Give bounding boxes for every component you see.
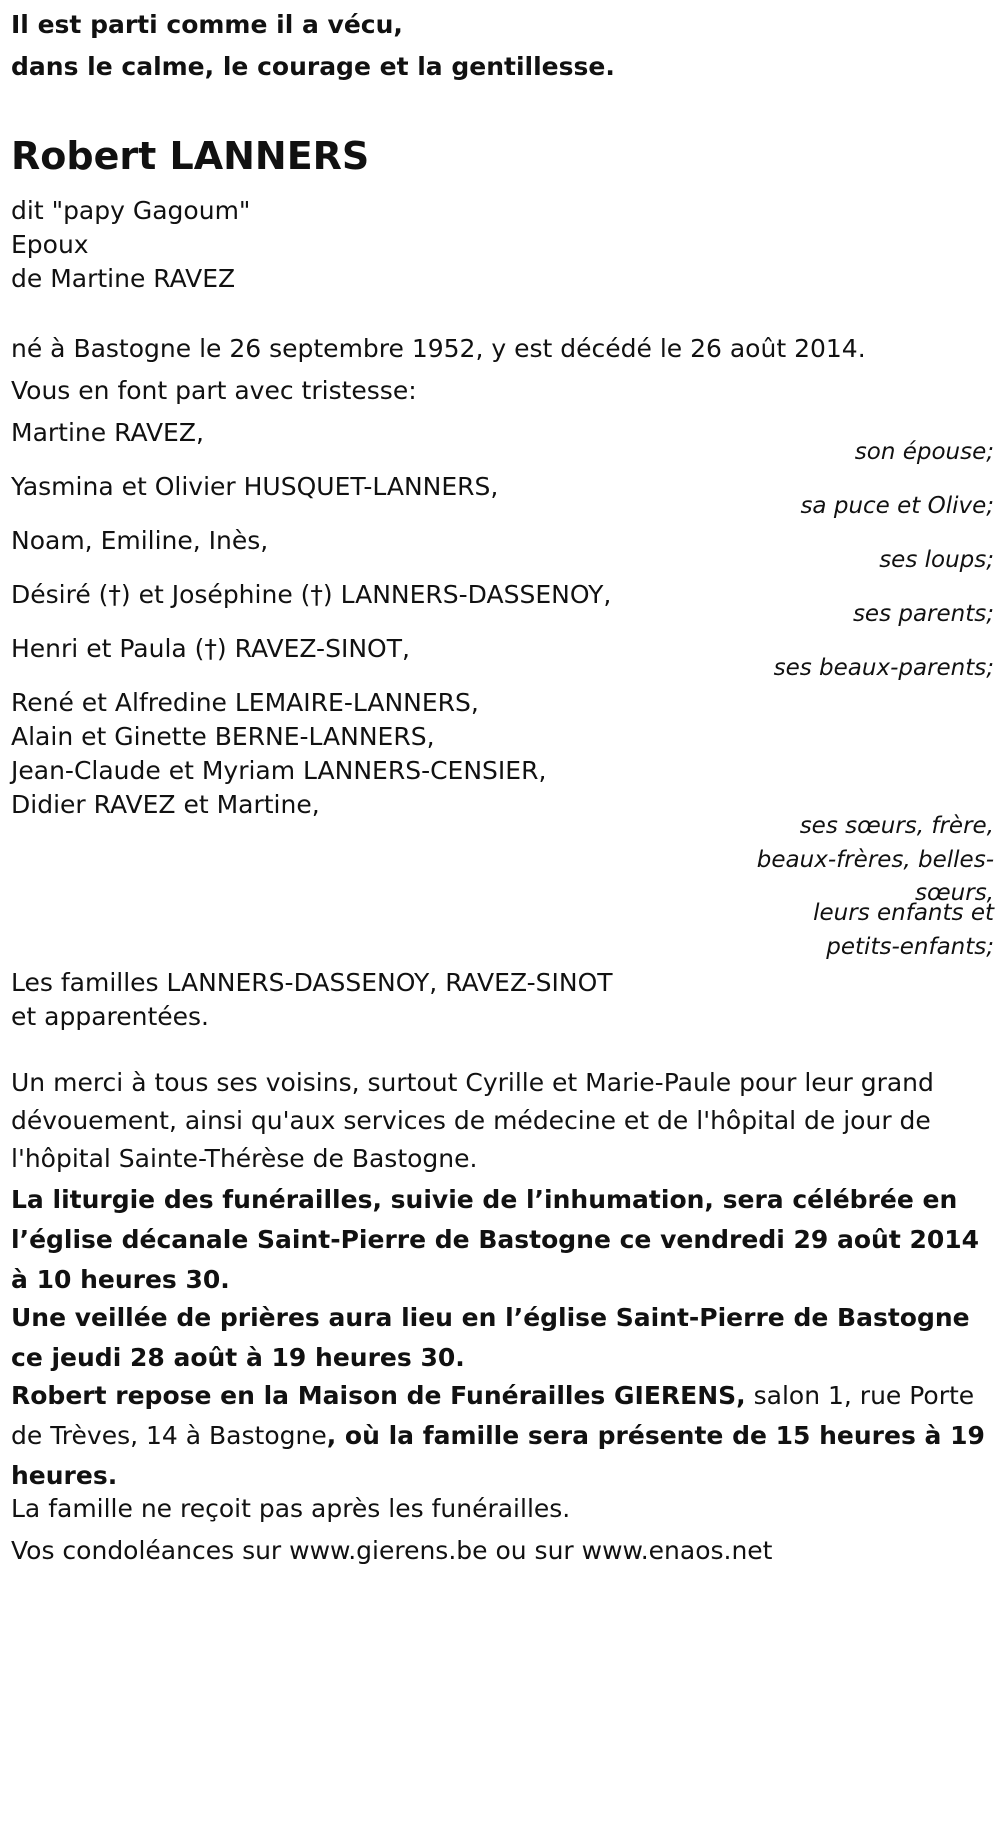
siblings-name-2: Alain et Ginette BERNE-LANNERS, [11, 722, 435, 751]
siblings-name-1: René et Alfredine LEMAIRE-LANNERS, [11, 688, 479, 717]
family-relation-4: ses parents; [852, 601, 994, 627]
siblings-relation-1: ses sœurs, frère, [799, 813, 994, 839]
spouse-title: Epoux [11, 230, 89, 259]
family-name-4: Désiré (†) et Joséphine (†) LANNERS-DASSENOY, [11, 580, 612, 609]
family-name-3: Noam, Emiline, Inès, [11, 526, 269, 555]
families-line-1: Les familles LANNERS-DASSENOY, RAVEZ-SINOT [11, 968, 613, 997]
vigil-paragraph: Une veillée de prières aura lieu en l’église Saint-Pierre de Bastogne ce jeudi 28 août à 19 heures 30. [11, 1303, 970, 1372]
family-relation-3: ses loups; [879, 547, 994, 573]
motto-line-1: Il est parti comme il a vécu, [11, 10, 403, 39]
siblings-relation-5: petits-enfants; [826, 934, 994, 960]
rest-paragraph [11, 1376, 986, 1496]
family-name-2: Yasmina et Olivier HUSQUET-LANNERS, [11, 472, 499, 501]
families-line-2: et apparentées. [11, 1002, 209, 1031]
funeral-paragraph: La liturgie des funérailles, suivie de l’inhumation, sera célébrée en l’église décanale Saint-Pierre de Bastogne ce vendredi 29 août 2014 à 10 heures 30. [11, 1185, 980, 1294]
family-name-5: Henri et Paula (†) RAVEZ-SINOT, [11, 634, 410, 663]
condolences-notice: Vos condoléances sur www.gierens.be ou sur www.enaos.net [11, 1536, 773, 1565]
siblings-name-3: Jean-Claude et Myriam LANNERS-CENSIER, [11, 756, 547, 785]
siblings-relation-2: beaux-frères, belles- [756, 847, 994, 873]
family-relation-5: ses beaux-parents; [773, 655, 994, 681]
family-relation-2: sa puce et Olive; [800, 493, 994, 519]
family-relation-1: son épouse; [854, 439, 994, 465]
siblings-relation-3: sœurs, [915, 880, 994, 906]
thanks-paragraph: Un merci à tous ses voisins, surtout Cyrille et Marie-Paule pour leur grand dévouement, ainsi qu'aux services de médecine et de l'hôpital de jour de l'hôpital Sainte-Thérèse de Bastogne. [11, 1068, 934, 1173]
motto-line-2: dans le calme, le courage et la gentillesse. [11, 52, 615, 81]
siblings-relation-4: leurs enfants et [813, 900, 994, 926]
rest-part-3: , où la famille sera présente de 15 heures à 19 heures. [11, 1421, 985, 1490]
announcement-intro: Vous en font part avec tristesse: [11, 376, 417, 405]
nickname: dit "papy Gagoum" [11, 196, 251, 225]
birth-death: né à Bastogne le 26 septembre 1952, y est décédé le 26 août 2014. [11, 334, 866, 363]
siblings-name-4: Didier RAVEZ et Martine, [11, 790, 320, 819]
no-reception-notice: La famille ne reçoit pas après les funérailles. [11, 1494, 571, 1523]
rest-part-1: Robert repose en la Maison de Funérailles GIERENS, [11, 1381, 746, 1410]
deceased-name: Robert LANNERS [11, 134, 370, 178]
family-name-1: Martine RAVEZ, [11, 418, 204, 447]
spouse-name: de Martine RAVEZ [11, 264, 236, 293]
rest-part-2: salon 1, rue Porte de Trèves, 14 à Bastogne [11, 1381, 975, 1450]
